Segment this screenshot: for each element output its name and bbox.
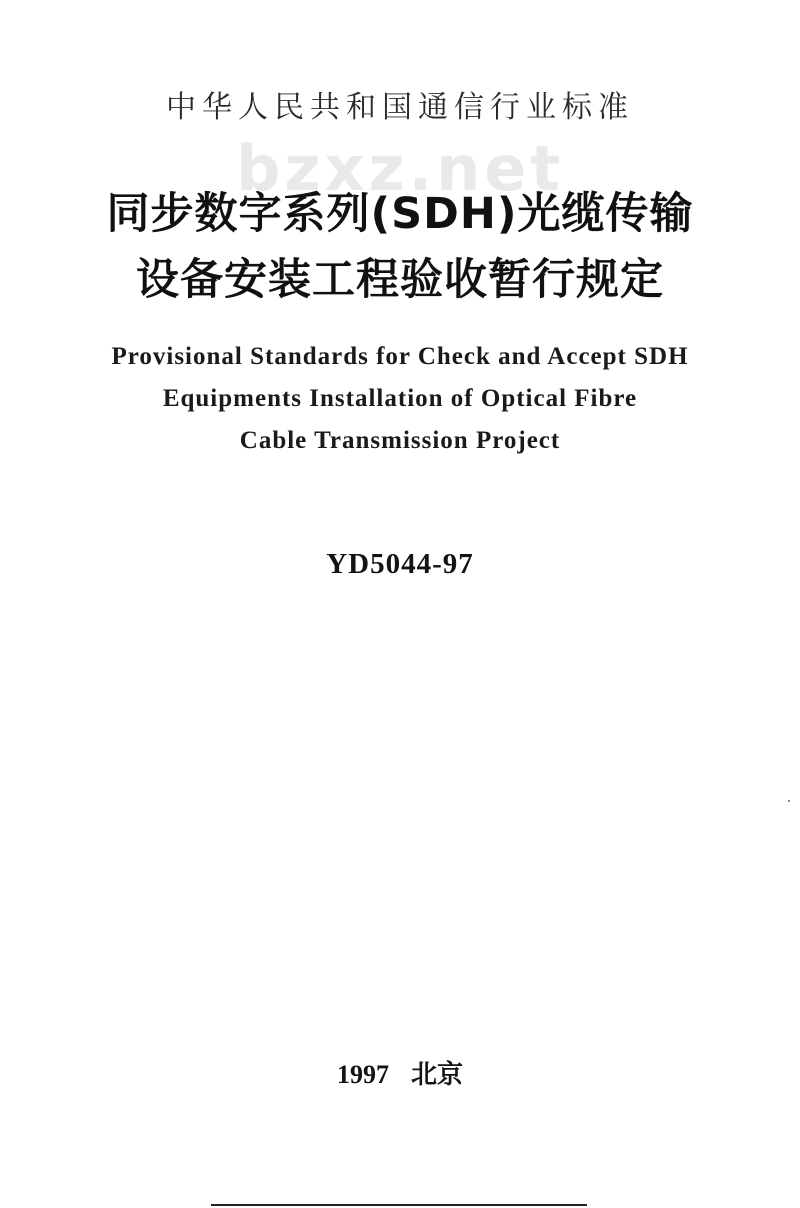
english-title-line-2: Equipments Installation of Optical Fibre [162,385,638,412]
chinese-title-line-1: 同步数字系列(SDH)光缆传输 [106,189,694,239]
imprint-year: 1997 [336,1060,389,1089]
issuing-organization: 中华人民共和国通信行业标准 [166,90,634,125]
chinese-title-line-2: 设备安装工程验收暂行规定 [136,255,664,305]
bottom-rule [211,1204,587,1206]
english-title-line-3: Cable Transmission Project [239,427,561,454]
standard-code: YD5044-97 [326,548,474,580]
imprint [0,1054,800,1091]
scan-speck [788,800,790,802]
english-title-line-1: Provisional Standards for Check and Accept SDH [111,343,689,370]
imprint-city: 北京 [410,1060,463,1089]
watermark-text: bzxz.net [236,132,564,205]
